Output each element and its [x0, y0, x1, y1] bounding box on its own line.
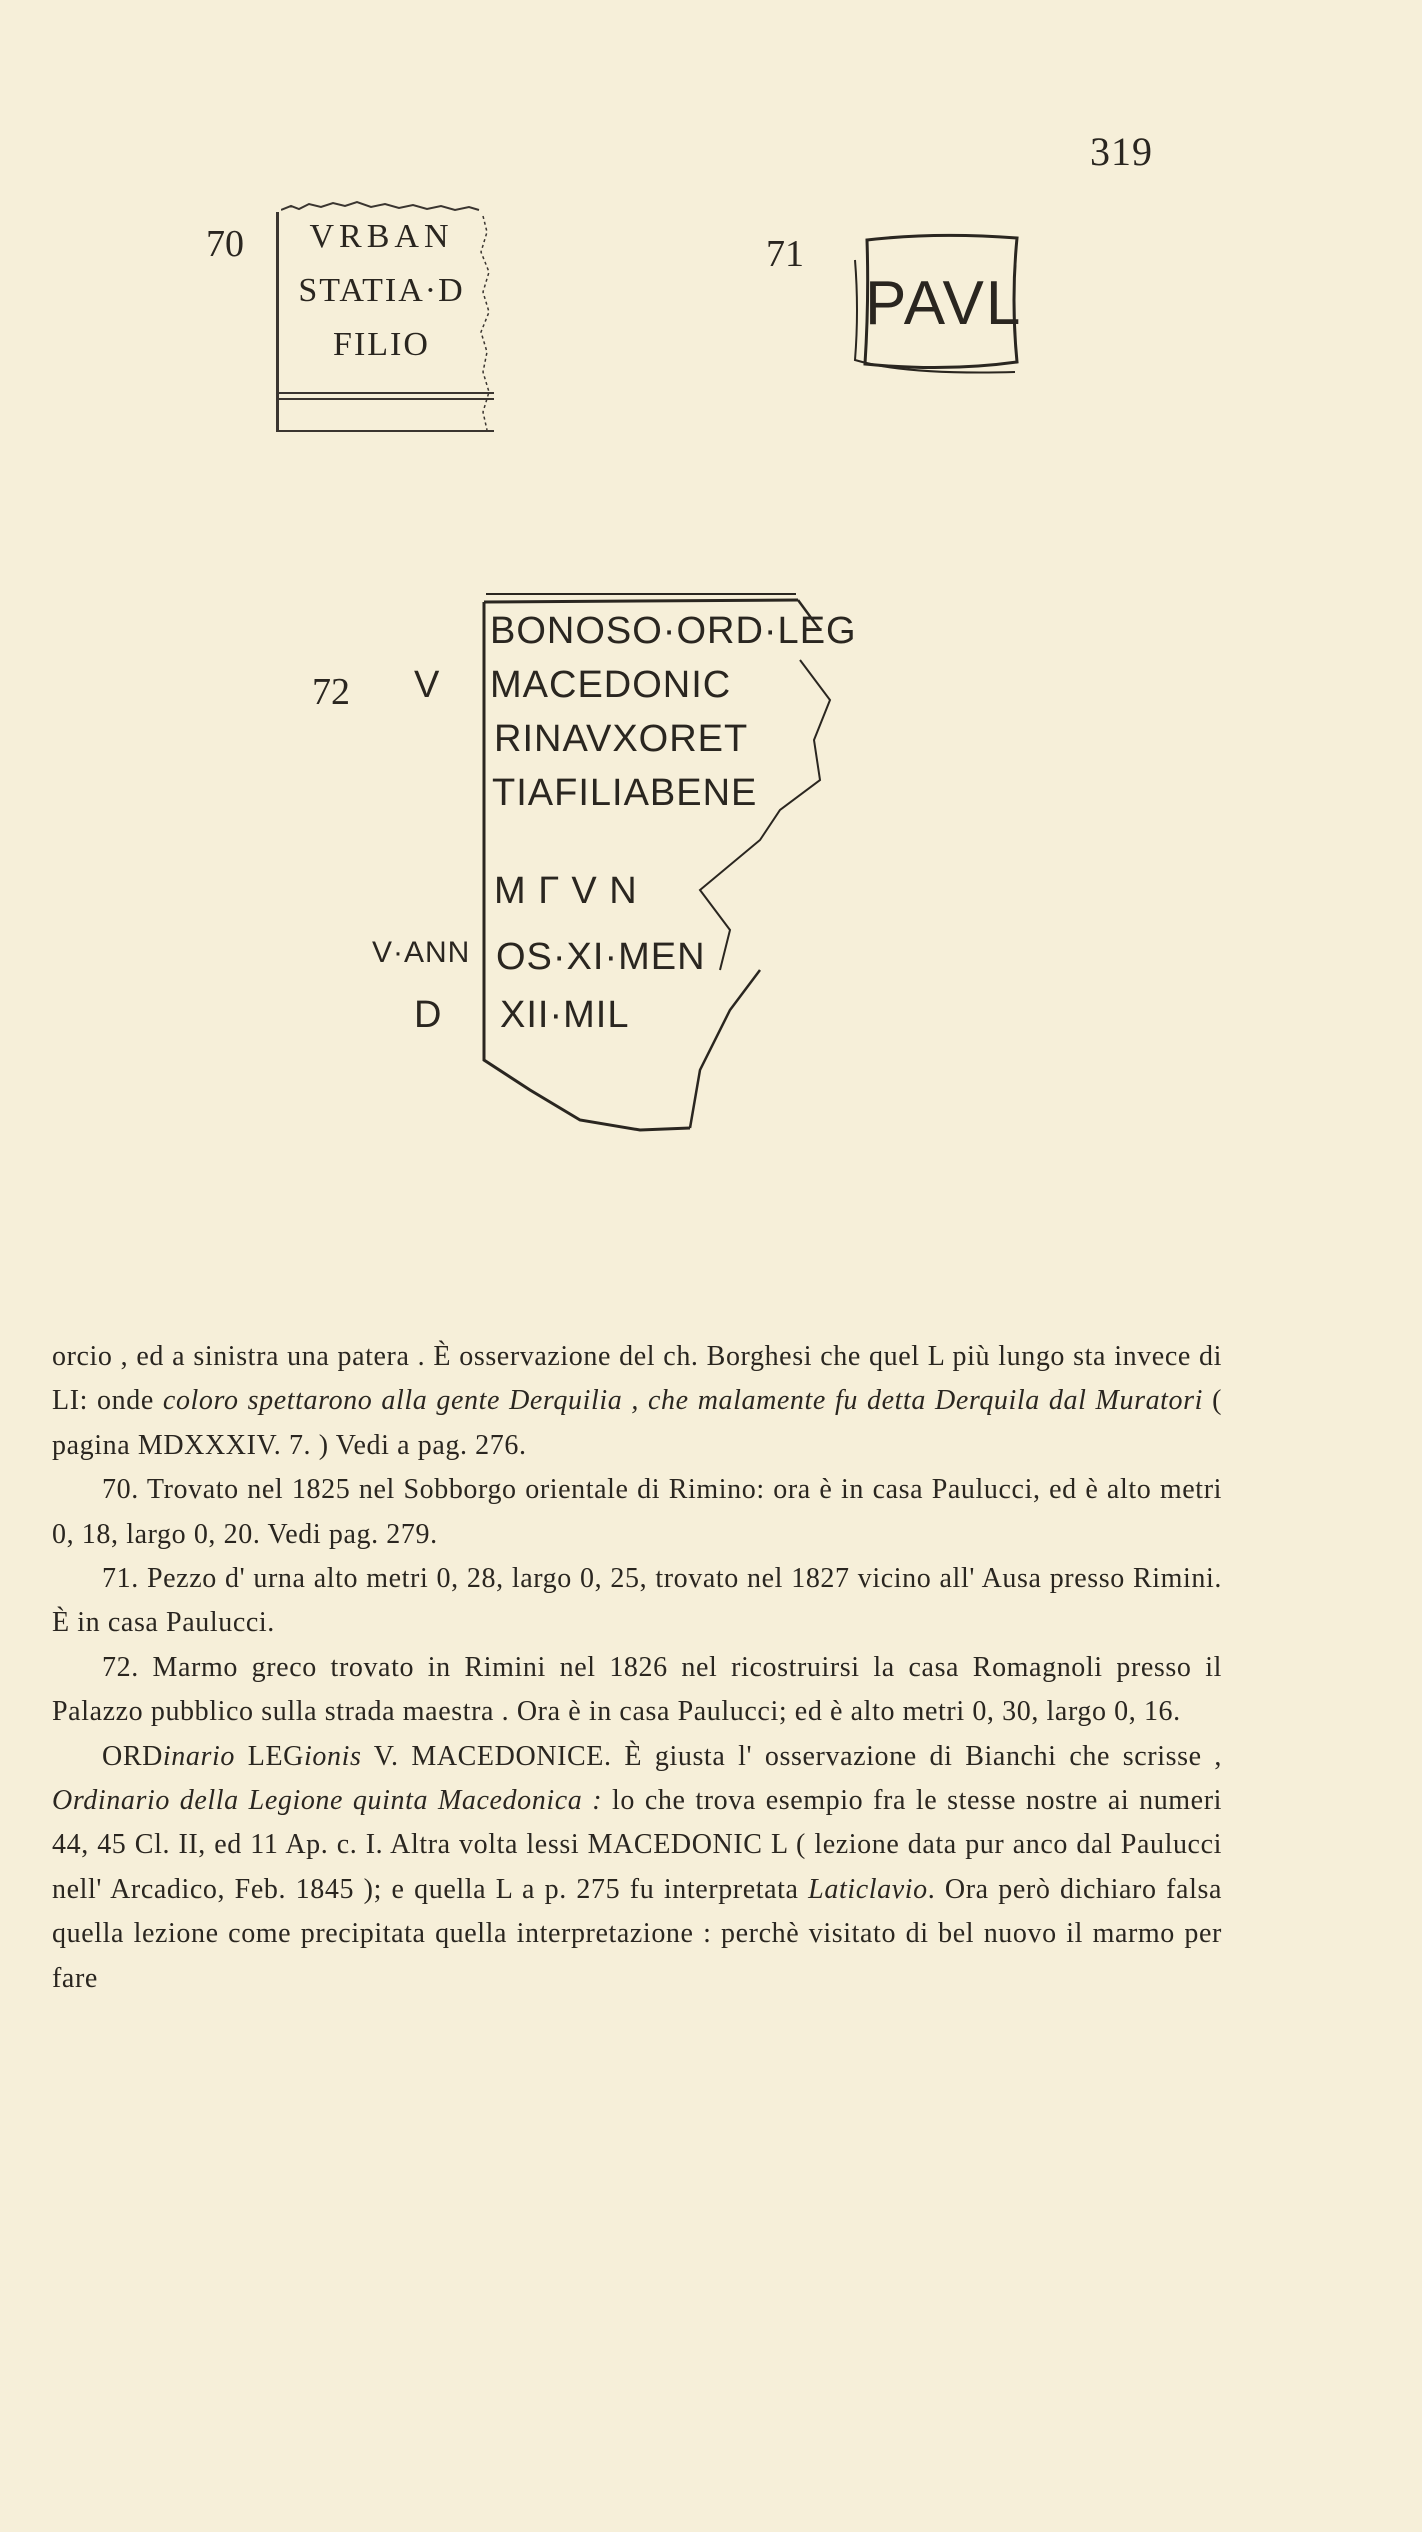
italic-run: Laticlavio [808, 1873, 928, 1905]
figure-70-broken-edge [281, 198, 481, 212]
paragraph [52, 1557, 1222, 1646]
text-run: 70. Trovato nel 1825 nel Sobborgo orientale di Rimino: ora è in casa Paulucci, ed è alto metri 0, 18, largo 0, 20. Vedi pag. 279. [52, 1474, 1222, 1550]
page-number: 319 [1090, 129, 1153, 174]
figure-71-text: PAVL [865, 269, 1023, 338]
text-run: 71. Pezzo d' urna alto metri 0, 28, largo 0, 25, trovato nel 1827 vicino all' Ausa presso Rimini. È in casa Paulucci. [52, 1563, 1222, 1639]
figure-70-base-line [279, 398, 494, 400]
figure-72-line-4: TIAFILIABENE [492, 772, 758, 814]
figure-70-line-1: VRBAN [309, 218, 454, 255]
figure-72-line-5: M Г V N [494, 870, 638, 912]
body-text [52, 1335, 1222, 2001]
figure-70-base-line [279, 430, 494, 432]
italic-run: Ordinario della Legione quinta Macedonica : [52, 1785, 603, 1817]
figure-72-line-7: XII·MIL [500, 994, 630, 1036]
figure-70-inscription [276, 212, 494, 432]
figure-72-margin-left-3: D [414, 994, 443, 1036]
text-run: 72. Marmo greco trovato in Rimini nel 1826 nel ricostruirsi la casa Romagnoli presso il Palazzo pubblico sulla strada maestra . Ora è in casa Paulucci; ed è alto metri 0, 30, largo 0, 16. [52, 1651, 1222, 1728]
figure-72-line-2: MACEDONIC [490, 664, 732, 706]
figure-72-margin-left-1: V [414, 664, 441, 706]
text-run: lo che trova esempio fra le stesse nostre ai numeri 44, 45 Cl. II, ed 11 Ap. c. I. Altra volta lessi MACEDONIC L ( lezione data pur anco dal Paulucci nell' Arcadico, Feb. 1845 ); e quella L a p. 275 fu interpretata [52, 1785, 1222, 1905]
figure-70-line-3: FILIO [333, 326, 430, 363]
text-run: LEG [234, 1740, 304, 1772]
figure-72-line-6: OS·XI·MEN [496, 936, 706, 978]
figure-70-line-2: STATIA·D [298, 272, 465, 309]
text-run: ORD [102, 1740, 163, 1772]
figure-72-margin-left-2: V·ANN [372, 936, 471, 969]
paragraph [52, 1735, 1222, 2001]
italic-run: ionis [304, 1740, 362, 1772]
figure-72-label: 72 [312, 671, 350, 713]
figure-70-label: 70 [206, 223, 244, 265]
figure-72-inscription [372, 590, 860, 1150]
italic-run: coloro spettarono alla gente Derquilia , che malamente fu detta Derquila dal Muratori [162, 1385, 1204, 1417]
paragraph [52, 1646, 1222, 1735]
text-run: V. MACEDONICE. È giusta l' osservazione di Bianchi che scrisse , [361, 1740, 1223, 1772]
text-run: orcio , ed a sinistra una patera . È osservazione del ch. Borghesi che quel L più lungo sta invece di LI: onde [52, 1341, 1222, 1417]
text-run: ( pagina MDXXXIV. 7. ) Vedi a pag. 276. [52, 1385, 1222, 1461]
figure-72-line-3: RINAVXORET [494, 718, 749, 760]
paragraph [52, 1468, 1222, 1557]
text-run: . Ora però dichiaro falsa quella lezione come precipitata quella interpretazione : perchè visitato di bel nuovo il marmo per fare [52, 1873, 1222, 1994]
figure-70-base-line [279, 392, 494, 394]
italic-run: inario [162, 1740, 235, 1772]
figure-71-fragment [845, 230, 1025, 380]
figure-72-line-1: BONOSO·ORD·LEG [490, 610, 857, 652]
figure-71-label: 71 [766, 233, 804, 275]
paragraph [52, 1335, 1222, 1468]
